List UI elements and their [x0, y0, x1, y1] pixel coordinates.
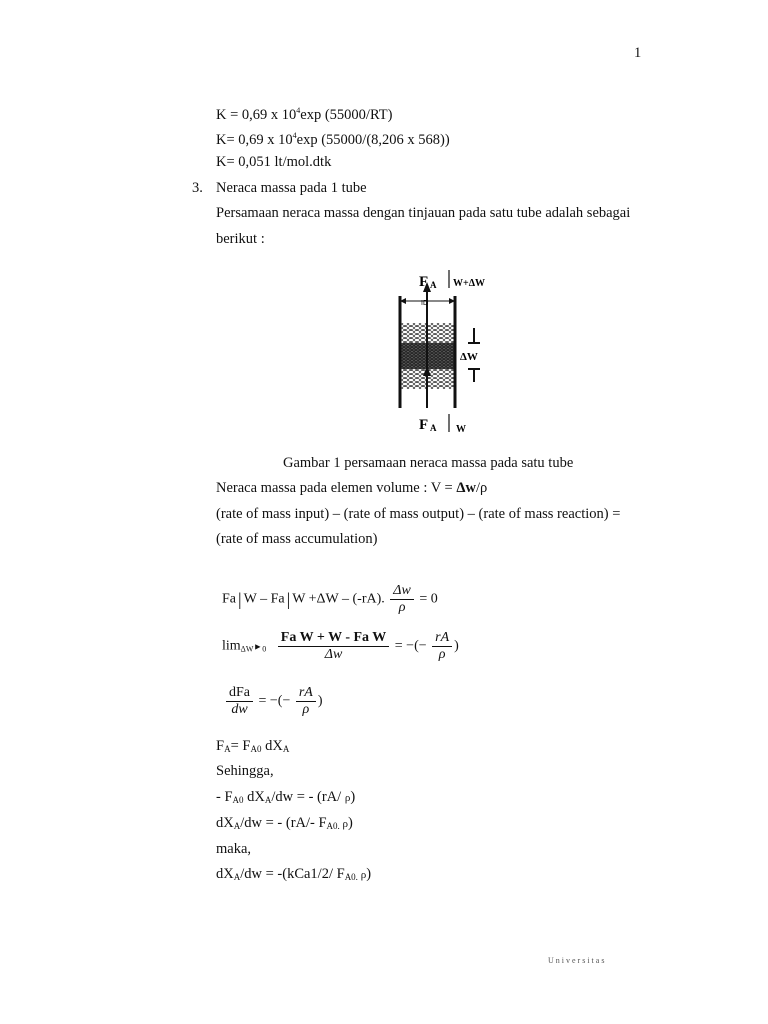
fa-a-sub: A — [224, 744, 231, 754]
eq3-num2: rA — [296, 685, 316, 702]
rate-line-2: (rate of mass accumulation) — [216, 531, 378, 547]
fa-b: = F — [230, 738, 251, 754]
eq2-close: ) — [454, 638, 459, 654]
top-flow-limit: W+ΔW — [453, 278, 485, 289]
l3-a: dX — [216, 866, 234, 882]
l3-b-sub: A0. — [344, 872, 358, 882]
l2-b-sub: A0. — [326, 821, 340, 831]
eq2-fraction-2 — [432, 630, 452, 663]
top-flow-sub: A — [430, 280, 437, 290]
k-equation-1 — [216, 102, 392, 124]
eq1-w2: W +ΔW – (-rA). — [292, 591, 385, 607]
l1-rho: ρ — [344, 792, 351, 804]
bottom-flow-label: F — [419, 417, 429, 433]
bottom-flow-limit: W — [456, 424, 466, 435]
eq2-arrow: ► — [253, 641, 263, 652]
eq1-num: Δw — [390, 583, 414, 600]
l1-a-sub: A0 — [232, 795, 244, 805]
id-label: ID — [421, 300, 428, 307]
equation-1 — [222, 583, 438, 616]
eq1-w1: W – Fa — [243, 591, 285, 607]
section-paragraph-2: berikut : — [216, 231, 265, 247]
page-number: 1 — [634, 45, 642, 61]
l3-a-sub: A — [233, 872, 241, 882]
eq3-den: dw — [231, 702, 248, 717]
eq2-num2: rA — [432, 630, 452, 647]
k-eq1-post: exp (55000/RT) — [300, 107, 393, 123]
l2-a-sub: A — [233, 821, 241, 831]
top-flow-label: F — [419, 274, 429, 290]
eq1-den: ρ — [398, 600, 406, 615]
sehingga-line: Sehingga, — [216, 763, 274, 779]
l1-b-sub: A — [264, 795, 272, 805]
eq2-den: Δw — [324, 647, 343, 662]
volume-pre: Neraca massa pada elemen volume : V = — [216, 480, 457, 496]
figure-caption: Gambar 1 persamaan neraca massa pada satu tube — [283, 455, 574, 471]
eq3-fraction-2 — [296, 685, 316, 718]
l2-a: dX — [216, 815, 234, 831]
l1-c: /dw = - (rA/ — [271, 789, 345, 805]
l3-b: /dw = -(kCa1/2/ F — [240, 866, 345, 882]
l2-d: ) — [348, 815, 353, 831]
eq2-lim: lim — [222, 638, 241, 654]
bottom-flow-sub: A — [430, 423, 437, 433]
eq2-lim-sub: ΔW — [240, 644, 254, 654]
eq2-zero: 0 — [262, 644, 267, 654]
k-eq2-sup: 4 — [292, 131, 297, 140]
k-equation-3: K= 0,051 lt/mol.dtk — [216, 154, 332, 170]
derivation-line-1 — [216, 788, 355, 809]
l2-rho: ρ — [339, 818, 349, 830]
maka-line: maka, — [216, 841, 252, 857]
fa-c-sub: A — [282, 744, 290, 754]
eq2-mid: = −(− — [394, 638, 427, 654]
k-equation-2 — [216, 127, 450, 149]
k-eq1-sup: 4 — [296, 106, 301, 115]
eq3-mid: = −(− — [258, 693, 291, 709]
derivation-line-3 — [216, 865, 371, 886]
fa-definition — [216, 737, 289, 758]
tube-diagram — [390, 266, 530, 438]
fa-a: F — [216, 738, 225, 754]
l1-d: ) — [350, 789, 356, 805]
eq1-bar-1: | — [238, 588, 242, 609]
equation-2 — [222, 630, 459, 663]
eq1-bar-2: | — [286, 588, 291, 609]
l3-d: ) — [366, 866, 372, 882]
eq2-den2: ρ — [438, 647, 446, 662]
eq3-close: ) — [317, 693, 323, 709]
l2-b: /dw = - (rA/- F — [240, 815, 327, 831]
derivation-line-2 — [216, 814, 353, 835]
eq3-den2: ρ — [302, 702, 310, 717]
footer-watermark: Universitas — [548, 956, 607, 965]
section-title: Neraca massa pada 1 tube — [216, 180, 367, 196]
k-eq2-pre: K= 0,69 x 10 — [216, 132, 293, 148]
eq2-num: Fa W + W - Fa W — [278, 630, 389, 647]
eq3-num: dFa — [226, 685, 253, 702]
eq1-lhs: Fa — [222, 591, 236, 607]
eq1-fraction — [390, 583, 414, 616]
tube-mass-balance-figure — [390, 266, 530, 438]
k-eq1-pre: K = 0,69 x 10 — [216, 107, 297, 123]
dw-label: ΔW — [460, 351, 478, 363]
eq1-rhs: = 0 — [419, 591, 438, 607]
equation-3 — [224, 685, 323, 718]
l1-a: - F — [216, 789, 233, 805]
l1-b: dX — [243, 789, 265, 805]
eq3-fraction — [226, 685, 253, 718]
fa-b-sub: A0 — [250, 744, 262, 754]
k-eq2-post: exp (55000/(8,206 x 568)) — [296, 132, 450, 148]
l3-rho: ρ — [357, 869, 367, 881]
section-number: 3. — [192, 180, 203, 196]
volume-post: /ρ — [475, 480, 488, 496]
section-paragraph-1: Persamaan neraca massa dengan tinjauan pada satu tube adalah sebagai — [216, 205, 631, 221]
rate-line-1: (rate of mass input) – (rate of mass output) – (rate of mass reaction) = — [216, 506, 621, 522]
fa-c: dX — [261, 738, 283, 754]
volume-line — [216, 479, 487, 497]
eq2-fraction — [278, 630, 389, 663]
volume-bold: Δw — [456, 480, 476, 496]
